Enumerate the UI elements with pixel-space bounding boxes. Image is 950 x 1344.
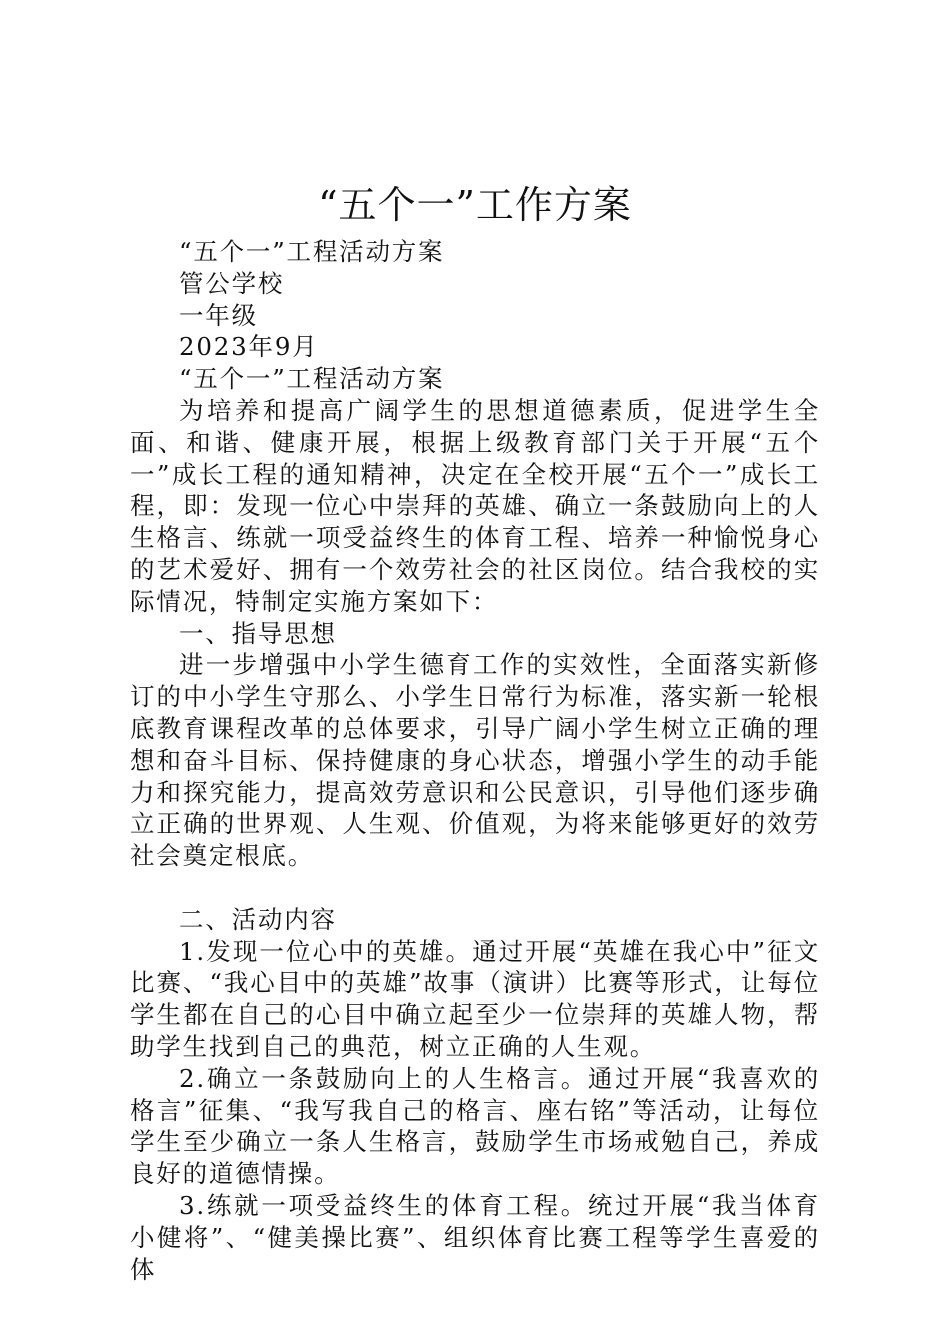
activity-item-motto: 2.确立一条鼓励向上的人生格言。通过开展“我喜欢的格言”征集、“我写我自己的格言、座右铭”等活动，让每位学生至少确立一条人生格言，鼓励学生市场戒勉自己，养成良好的道德情操。 [130,1063,820,1189]
header-line-plan-title: “五个一”工程活动方案 [179,364,445,394]
intro-paragraph: 为培养和提高广阔学生的思想道德素质，促进学生全面、和谐、健康开展，根据上级教育部门关于开展“五个一”成长工程的通知精神，决定在全校开展“五个一”成长工程，即：发现一位心中崇拜的英雄、确立一条鼓励向上的人生格言、练就一项受益终生的体育工程、培养一种愉悦身心的艺术爱好、拥有一个效劳社会的社区岗位。结合我校的实际情况，特制定实施方案如下： [130,395,820,616]
section-heading-guiding-thought: 一、指导思想 [179,618,337,648]
header-line-school: 管公学校 [179,268,285,298]
guiding-thought-paragraph: 进一步增强中小学生德育工作的实效性，全面落实新修订的中小学生守那么、小学生日常行为标准，落实新一轮根底教育课程改革的总体要求，引导广阔小学生树立正确的理想和奋斗目标、保持健康的身心状态，增强小学生的动手能力和探究能力，提高效劳意识和公民意识，引导他们逐步确立正确的世界观、人生观、价值观，为将来能够更好的效劳社会奠定根底。 [130,650,820,871]
header-line-grade: 一年级 [179,300,258,330]
activity-item-hero: 1.发现一位心中的英雄。通过开展“英雄在我心中”征文比赛、“我心目中的英雄”故事（演讲）比赛等形式，让每位学生都在自己的心目中确立起至少一位崇拜的英雄人物，帮助学生找到自己的典范，树立正确的人生观。 [130,936,820,1061]
document-title: “五个一”工作方案 [318,183,632,227]
document-body [130,236,820,1285]
header-line-activity-plan: “五个一”工程活动方案 [179,237,445,266]
header-line-date: 2023年9月 [179,332,319,362]
paragraph-gap [130,872,820,904]
activity-item-sports: 3.练就一项受益终生的体育工程。统过开展“我当体育小健将”、“健美操比赛”、组织体育比赛工程等学生喜爱的体 [130,1190,820,1284]
section-heading-activity-content: 二、活动内容 [179,904,337,934]
